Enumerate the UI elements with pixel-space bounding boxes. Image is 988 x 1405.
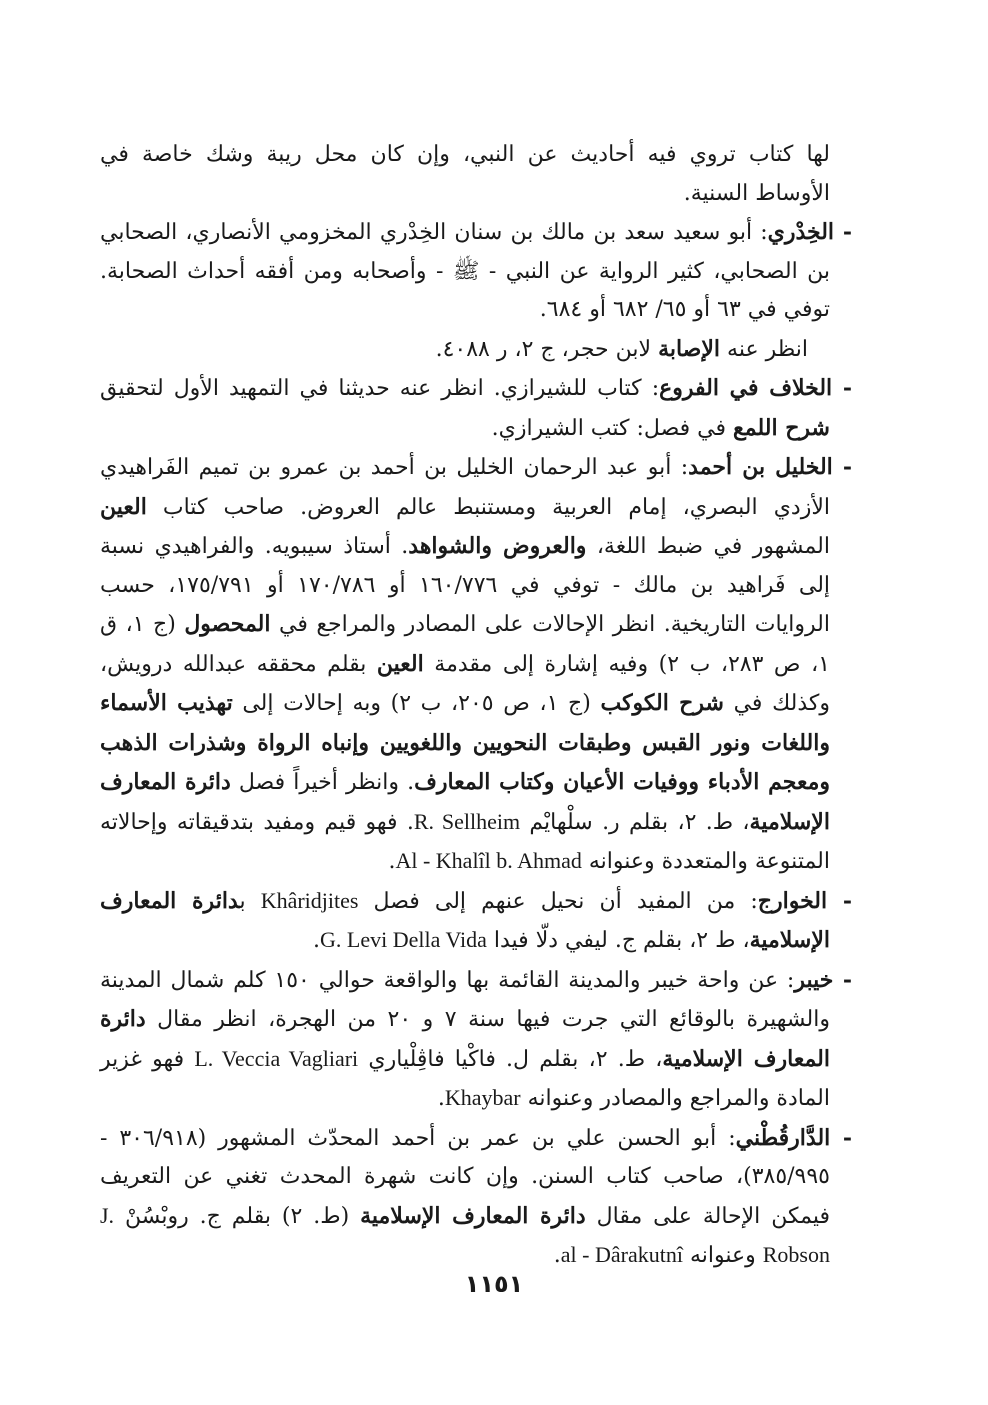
entry-text: ، ط ٢، بقلم ج. ليفي دلّا فيدا bbox=[486, 928, 750, 953]
entry-dash: - bbox=[830, 1124, 852, 1151]
entry-text: . bbox=[388, 849, 396, 874]
reference-line bbox=[100, 330, 852, 370]
document-body bbox=[100, 136, 852, 1276]
book-title: دائرة المعارف الإسلامية bbox=[360, 1202, 586, 1229]
book-title: والعروض والشواهد bbox=[408, 533, 587, 559]
entry-text: (ج ١، ق ١، ص ٢٨٣، ب ٢) وفيه إشارة إلى مقدمة bbox=[100, 612, 830, 677]
latin-name: G. Levi Della Vida bbox=[320, 927, 487, 952]
entry-term: خيبر bbox=[794, 966, 834, 993]
entry-text: ، ط. ٢، بقلم ر. سلْهايْم bbox=[520, 809, 750, 835]
book-title: المحصول bbox=[184, 611, 271, 637]
text: لها كتاب تروي فيه أحاديث عن النبي، وإن كان محل ريبة وشك خاصة في الأوساط السنية. bbox=[100, 142, 830, 206]
entry-text: . فهو قيم ومفيد بتدقيقاته وإحالاته المتنوعة والمتعددة وعنوانه bbox=[100, 809, 830, 874]
entry-text: : أبو سعيد سعد بن مالك بن سنان الخِدْري المخزومي الأنصاري، الصحابي بن الصحابي، كثير الرواية عن النبي - ﷺ - وأصحابه ومن أفقه أحداث الصحابة. توفي في ٦٣ أو ٦٥/ ٦٨٢ أو ٦٨٤. bbox=[100, 220, 830, 322]
latin-title: Khâridjites bbox=[260, 887, 359, 913]
latin-name: J. Robson bbox=[100, 1202, 830, 1267]
book-title: شرح اللمع bbox=[733, 414, 830, 441]
entry-text: وعنوانه bbox=[682, 1243, 763, 1268]
entry-text: . bbox=[437, 1086, 445, 1111]
entry-dash: - bbox=[833, 966, 852, 993]
book-title: شرح الكوكب bbox=[600, 690, 724, 716]
entry-text: (ج ١، ص ٢٠٥، ب ٢) وبه إحالات إلى bbox=[232, 691, 601, 716]
ref-text: لابن حجر، ج ٢، ر ٤٠٨٨. bbox=[435, 336, 659, 362]
entry-text: : أبو عبد الرحمان الخليل بن أحمد بن عمرو بن تميم الفَراهيدي الأزدي البصري، إمام العربية ومستنبط عالم العروض. صاحب كتاب bbox=[100, 455, 830, 520]
entry-text: . bbox=[313, 928, 320, 953]
latin-title: Khaybar bbox=[444, 1085, 521, 1110]
entry-text: في فصل: كتب الشيرازي. bbox=[491, 415, 734, 441]
book-title: دائرة المعارف الإسلامية bbox=[100, 887, 830, 953]
latin-title: Al - Khalîl b. Ahmad bbox=[395, 848, 582, 873]
latin-name: L. Veccia Vagliari bbox=[194, 1045, 359, 1071]
latin-name: R. Sellheim bbox=[413, 808, 521, 834]
entry-text: ب bbox=[239, 888, 261, 914]
entry-khilaf bbox=[100, 369, 852, 448]
paragraph-continuation bbox=[100, 136, 852, 213]
entry-text: : عن واحة خيبر والمدينة القائمة بها والواقعة حوالي ١٥٠ كلم شمال المدينة والشهيرة بالوقائع التي جرت فيها سنة ٧ و ٢٠ من الهجرة، انظر مقال bbox=[100, 967, 830, 1032]
entry-term: الدَّارقُطْني bbox=[735, 1124, 831, 1151]
entry-dash: - bbox=[832, 454, 852, 480]
entry-text: بقلم محققه عبدالله درويش، وكذلك في bbox=[100, 651, 830, 716]
entry-term: الخلاف في الفروع bbox=[659, 375, 833, 401]
entry-dash: - bbox=[827, 887, 853, 914]
ref-title: الإصابة bbox=[658, 335, 721, 362]
book-title: دائرة المعارف الإسلامية bbox=[100, 1006, 830, 1072]
entry-khudri bbox=[100, 213, 852, 330]
entry-dash: - bbox=[834, 219, 852, 245]
book-title: العين bbox=[100, 493, 147, 520]
book-title: العين bbox=[376, 650, 424, 677]
book-title: تهذيب الأسماء واللغات ونور القبس وطبقات النحويين واللغويين وإنباه الرواة وشذرات الذهب ومعجم الأدباء ووفيات الأعيان وكتاب المعارف bbox=[100, 690, 831, 795]
entry-dash: - bbox=[832, 375, 852, 401]
latin-title: al - Dârakutnî bbox=[560, 1242, 683, 1267]
entry-khaybar bbox=[100, 961, 852, 1119]
entry-text: (ط. ٢) بقلم ج. روبْسُنْ bbox=[114, 1203, 361, 1229]
entry-khalil bbox=[100, 448, 852, 882]
ref-text: انظر عنه bbox=[720, 336, 808, 362]
entry-text: . وانظر أخيراً فصل bbox=[230, 770, 415, 795]
entry-text: فهو غزير المادة والمراجع والمصادر وعنوانه bbox=[100, 1046, 830, 1111]
entry-daraqutni bbox=[100, 1119, 852, 1276]
entry-term: الخليل بن أحمد bbox=[688, 454, 833, 480]
entry-text: المشهور في ضبط اللغة، bbox=[586, 534, 830, 559]
entry-term: الخِدْري bbox=[767, 219, 835, 245]
entry-text: ، ط. ٢، بقلم ل. فاكْيا فاڤِلْياري bbox=[358, 1046, 663, 1072]
entry-text: . bbox=[553, 1243, 561, 1268]
entry-khawarij bbox=[100, 882, 852, 961]
entry-text: : كتاب للشيرازي. انظر عنه حديثنا في التمهيد الأول لتحقيق bbox=[100, 376, 660, 401]
entry-text: : أبو الحسن علي بن عمر بن أحمد المحدّث المشهور (٣٠٦/٩١٨ - ٣٨٥/٩٩٥)، صاحب كتاب السنن. وإن كانت شهرة المحدث تغني عن التعريف فيمكن الإحالة على مقال bbox=[100, 1125, 830, 1229]
entry-text: : من المفيد أن نحيل عنهم إلى فصل bbox=[358, 888, 758, 914]
book-title: دائرة المعارف الإسلامية bbox=[100, 769, 830, 835]
entry-term: الخوارج bbox=[757, 887, 828, 914]
entry-text: . أستاذ سيبويه. والفراهيدي نسبة إلى فَراهيد بن مالك - توفي في ١٦٠/٧٧٦ أو ١٧٠/٧٨٦ أو ١٧٥/٧٩١، حسب الروايات التاريخية. انظر الإحالات على المصادر والمراجع في bbox=[100, 534, 831, 637]
page-number: ١١٥١ bbox=[464, 1270, 524, 1298]
